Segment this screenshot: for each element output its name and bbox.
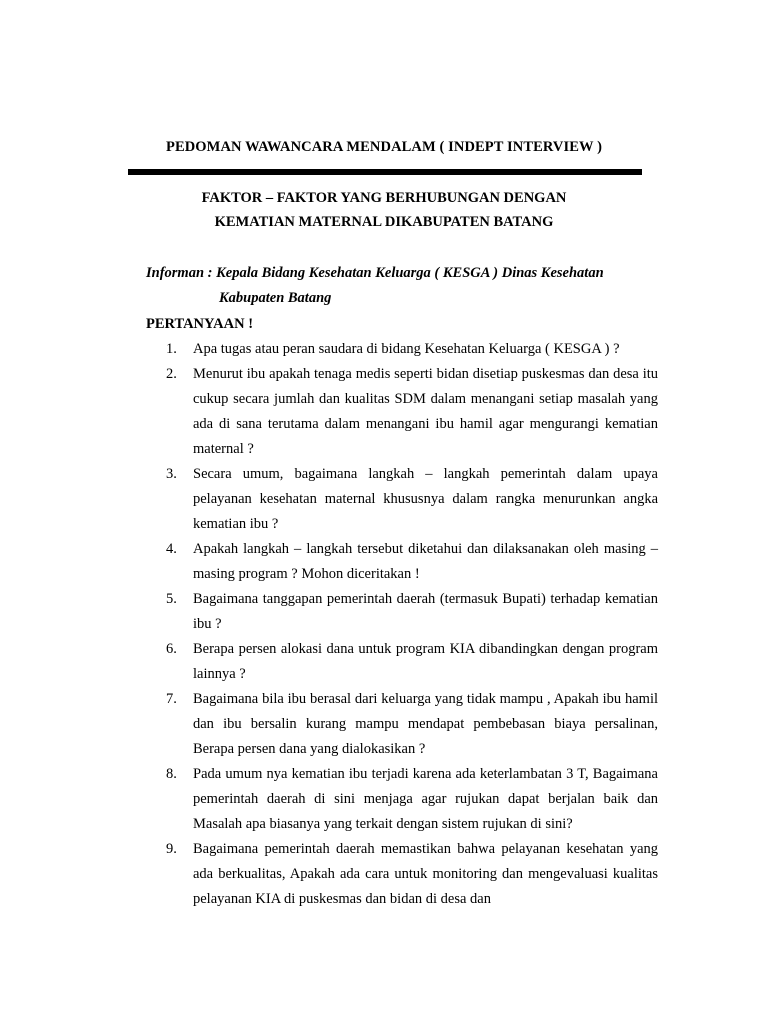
question-number: 3.	[166, 466, 177, 482]
title-divider	[128, 169, 642, 175]
question-number: 7.	[166, 691, 177, 707]
question-text: Bagaimana tanggapan pemerintah daerah (termasuk Bupati) terhadap kematian ibu ?	[193, 591, 658, 632]
question-number: 6.	[166, 641, 177, 657]
question-number: 2.	[166, 366, 177, 382]
question-number: 8.	[166, 766, 177, 782]
question-item	[146, 537, 658, 587]
question-text: Apa tugas atau peran saudara di bidang Kesehatan Keluarga ( KESGA ) ?	[193, 341, 620, 357]
subtitle-line-1: FAKTOR – FAKTOR YANG BERHUBUNGAN DENGAN	[201, 190, 567, 206]
informant-line-2: Kabupaten Batang	[219, 290, 332, 306]
question-number: 9.	[166, 841, 177, 857]
question-item	[146, 687, 658, 762]
question-list	[146, 337, 658, 912]
question-text: Secara umum, bagaimana langkah – langkah pemerintah dalam upaya pelayanan kesehatan maternal khususnya dalam rangka menurunkan angka kematian ibu ?	[193, 466, 658, 532]
question-text: Pada umum nya kematian ibu terjadi karena ada keterlambatan 3 T, Bagaimana pemerintah daerah di sini menjaga agar rujukan dapat berjalan baik dan Masalah apa biasanya yang terkait dengan sistem rujukan di sini?	[193, 766, 658, 832]
question-item	[146, 362, 658, 462]
question-item	[146, 337, 658, 362]
question-item	[146, 837, 658, 912]
question-number: 5.	[166, 591, 177, 607]
question-text: Berapa persen alokasi dana untuk program KIA dibandingkan dengan program lainnya ?	[193, 641, 658, 682]
document-title: PEDOMAN WAWANCARA MENDALAM ( INDEPT INTERVIEW )	[166, 139, 602, 155]
question-item	[146, 587, 658, 637]
section-heading: PERTANYAAN !	[146, 316, 254, 332]
question-text: Bagaimana bila ibu berasal dari keluarga yang tidak mampu , Apakah ibu hamil dan ibu bersalin kurang mampu mendapat pembebasan biaya persalinan, Berapa persen dana yang dialokasikan ?	[193, 691, 658, 757]
question-number: 1.	[166, 341, 177, 357]
question-text: Apakah langkah – langkah tersebut diketahui dan dilaksanakan oleh masing – masing program ? Mohon diceritakan !	[193, 541, 658, 582]
question-item	[146, 637, 658, 687]
subtitle-line-2: KEMATIAN MATERNAL DIKABUPATEN BATANG	[214, 214, 554, 230]
question-text: Bagaimana pemerintah daerah memastikan bahwa pelayanan kesehatan yang ada berkualitas, Apakah ada cara untuk monitoring dan mengevaluasi kualitas pelayanan KIA di puskesmas dan bidan di desa dan	[193, 841, 658, 907]
question-item	[146, 462, 658, 537]
informant-line-1: Informan : Kepala Bidang Kesehatan Keluarga ( KESGA ) Dinas Kesehatan	[146, 265, 604, 281]
question-number: 4.	[166, 541, 177, 557]
question-item	[146, 762, 658, 837]
question-text: Menurut ibu apakah tenaga medis seperti bidan disetiap puskesmas dan desa itu cukup secara jumlah dan kualitas SDM dalam menangani setiap masalah yang ada di sana terutama dalam menangani ibu hamil agar mengurangi kematian maternal ?	[193, 366, 658, 457]
